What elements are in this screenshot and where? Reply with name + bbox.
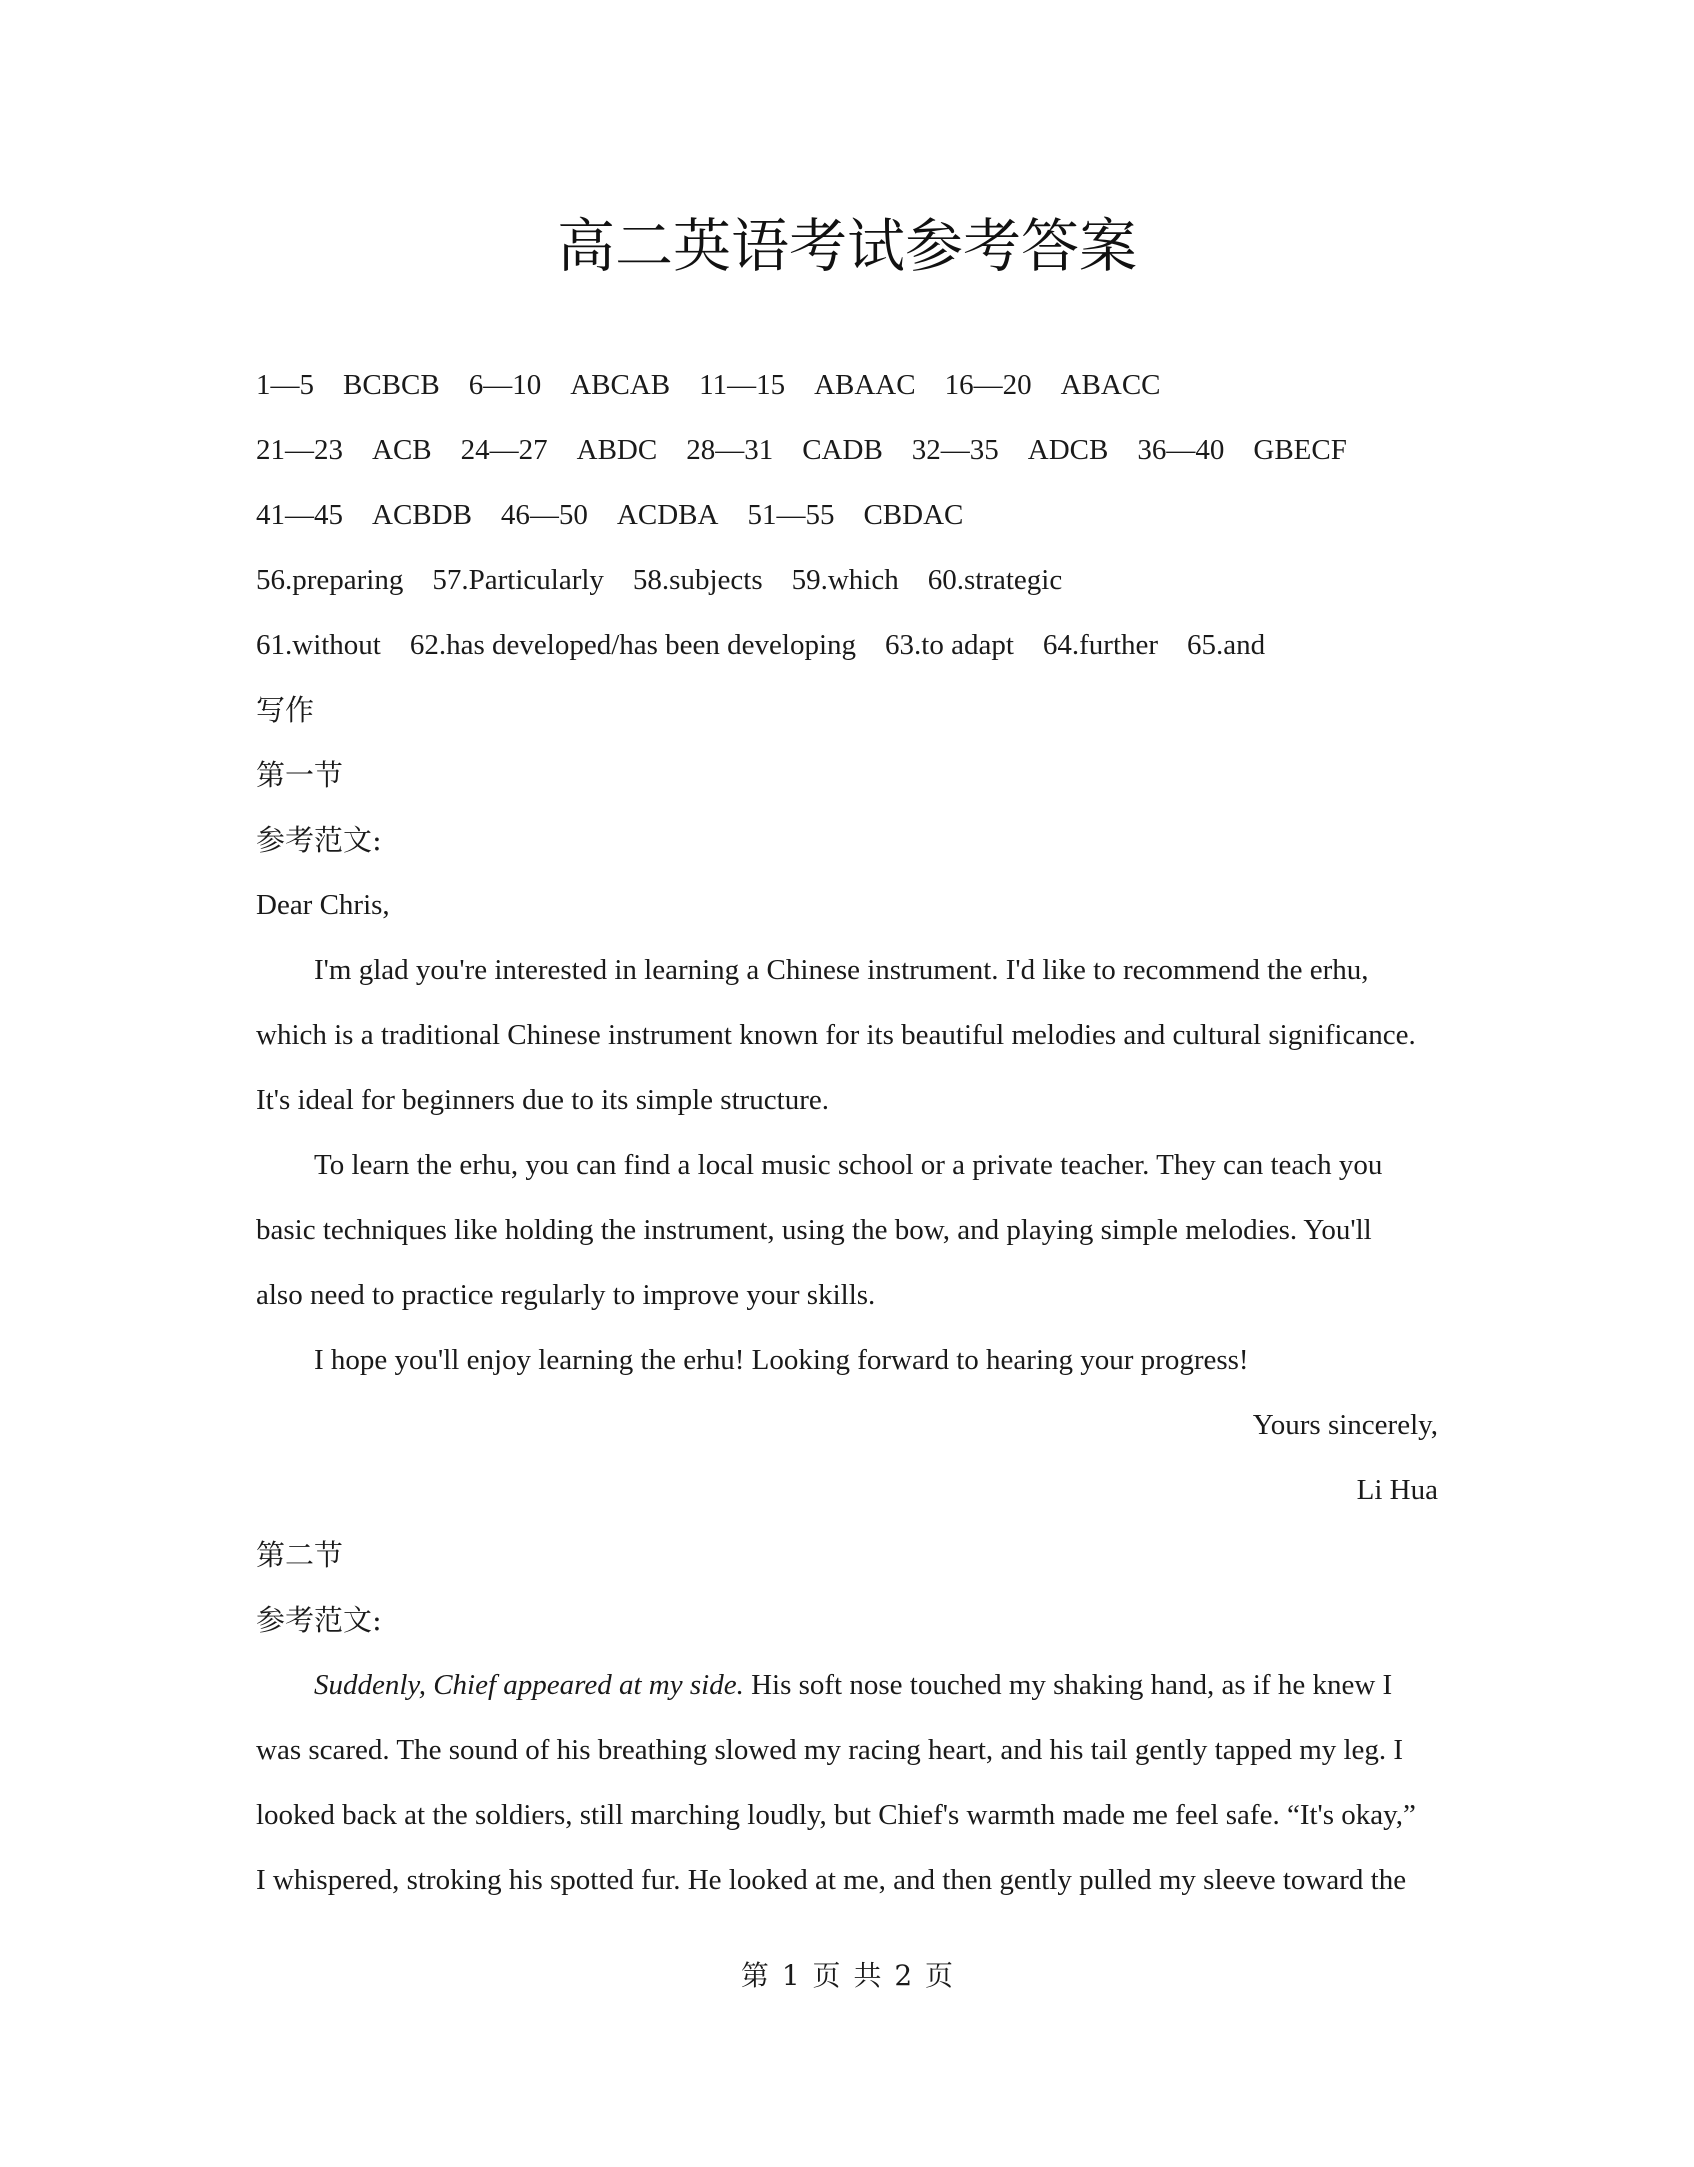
section-1-heading: 第一节 bbox=[256, 758, 344, 792]
fill-in-answer: 57.Particularly bbox=[432, 564, 604, 596]
answer-letters: ACBDB bbox=[372, 499, 472, 531]
letter-closing: Yours sincerely, bbox=[1252, 1409, 1438, 1441]
section-2-heading: 第二节 bbox=[256, 1538, 344, 1572]
question-range: 16—20 bbox=[944, 369, 1032, 401]
story-line bbox=[256, 1653, 1438, 1718]
question-range: 6—10 bbox=[468, 369, 542, 401]
letter-paragraph-2-line: To learn the erhu, you can find a local music school or a private teacher. They can teach you bbox=[314, 1149, 1383, 1181]
answer-letters: BCBCB bbox=[343, 369, 440, 401]
answer-letters: GBECF bbox=[1253, 434, 1347, 466]
story-line: looked back at the soldiers, still marching loudly, but Chief's warmth made me feel safe. “It's okay,” bbox=[256, 1799, 1416, 1831]
answer-letters: CBDAC bbox=[863, 499, 964, 531]
question-range: 46—50 bbox=[500, 499, 588, 531]
question-range: 1—5 bbox=[256, 369, 314, 401]
fill-in-row-2 bbox=[256, 613, 1438, 678]
answer-letters: ABCAB bbox=[570, 369, 671, 401]
answer-row-3 bbox=[256, 483, 1438, 548]
answer-letters: ADCB bbox=[1027, 434, 1109, 466]
fill-in-answer: 64.further bbox=[1042, 629, 1159, 661]
letter-paragraph-3-line: I hope you'll enjoy learning the erhu! Looking forward to hearing your progress! bbox=[314, 1344, 1249, 1376]
question-range: 51—55 bbox=[747, 499, 835, 531]
letter-paragraph-1-line: I'm glad you're interested in learning a Chinese instrument. I'd like to recommend the erhu, bbox=[314, 954, 1369, 986]
letter-salutation: Dear Chris, bbox=[256, 889, 390, 921]
answer-letters: ACDBA bbox=[616, 499, 719, 531]
section-1-sample-label: 参考范文: bbox=[256, 823, 382, 857]
fill-in-answer: 63.to adapt bbox=[885, 629, 1014, 661]
page-number-footer: 第 1 页 共 2 页 bbox=[740, 1959, 954, 1992]
question-range: 21—23 bbox=[256, 434, 343, 466]
letter-paragraph-1-line: which is a traditional Chinese instrument known for its beautiful melodies and cultural significance. bbox=[256, 1019, 1416, 1051]
letter-signature: Li Hua bbox=[1356, 1474, 1438, 1506]
question-range: 32—35 bbox=[911, 434, 999, 466]
story-text: His soft nose touched my shaking hand, as if he knew I bbox=[751, 1669, 1393, 1701]
question-range: 28—31 bbox=[686, 434, 774, 466]
answer-row-2 bbox=[256, 418, 1438, 483]
fill-in-answer: 59.which bbox=[791, 564, 899, 596]
answer-letters: ABAAC bbox=[814, 369, 916, 401]
fill-in-answer: 58.subjects bbox=[632, 564, 763, 596]
fill-in-answer: 62.has developed/has been developing bbox=[409, 629, 857, 661]
story-opening-sentence: Suddenly, Chief appeared at my side. bbox=[314, 1669, 744, 1701]
answer-row-1 bbox=[256, 353, 1438, 418]
section-2-sample-label: 参考范文: bbox=[256, 1603, 382, 1637]
question-range: 36—40 bbox=[1137, 434, 1225, 466]
writing-heading: 写作 bbox=[256, 693, 315, 727]
answer-letters: ACB bbox=[372, 434, 432, 466]
fill-in-row-1 bbox=[256, 548, 1438, 613]
fill-in-answer: 61.without bbox=[256, 629, 381, 661]
story-line: I whispered, stroking his spotted fur. He looked at me, and then gently pulled my sleeve toward the bbox=[256, 1864, 1407, 1896]
fill-in-answer: 65.and bbox=[1187, 629, 1266, 661]
fill-in-answer: 56.preparing bbox=[256, 564, 404, 596]
story-line: was scared. The sound of his breathing slowed my racing heart, and his tail gently tapped my leg. I bbox=[256, 1734, 1404, 1766]
letter-paragraph-2-line: basic techniques like holding the instrument, using the bow, and playing simple melodies. You'll bbox=[256, 1214, 1372, 1246]
answer-letters: ABDC bbox=[576, 434, 658, 466]
document-body bbox=[256, 353, 1438, 1913]
fill-in-answer: 60.strategic bbox=[927, 564, 1063, 596]
answer-letters: ABACC bbox=[1060, 369, 1161, 401]
question-range: 41—45 bbox=[256, 499, 343, 531]
page-title: 高二英语考试参考答案 bbox=[556, 212, 1137, 280]
question-range: 11—15 bbox=[699, 369, 786, 401]
answer-letters: CADB bbox=[802, 434, 883, 466]
letter-paragraph-1-line: It's ideal for beginners due to its simple structure. bbox=[256, 1084, 830, 1116]
letter-paragraph-2-line: also need to practice regularly to improve your skills. bbox=[256, 1279, 876, 1311]
question-range: 24—27 bbox=[460, 434, 548, 466]
